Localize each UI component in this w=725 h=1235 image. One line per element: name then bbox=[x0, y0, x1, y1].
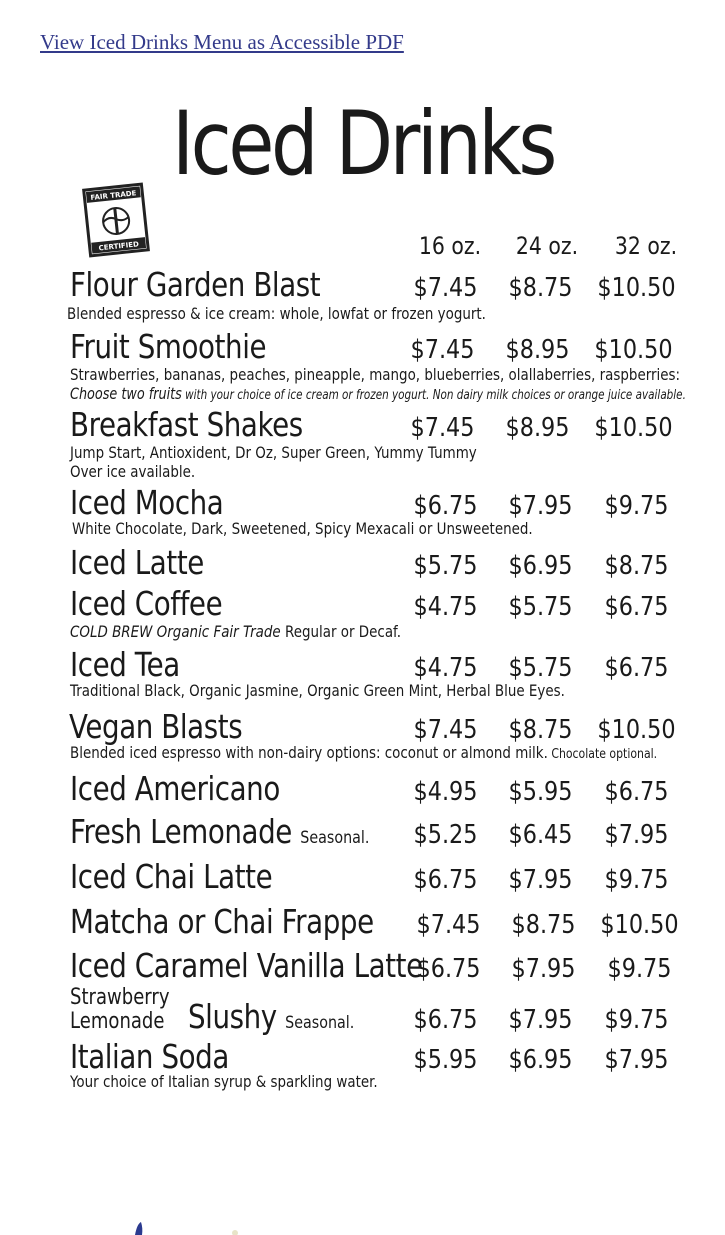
price-32oz: $10.50 bbox=[597, 715, 676, 745]
item-description: Traditional Black, Organic Jasmine, Organic Green Mint, Herbal Blue Eyes. bbox=[70, 681, 565, 700]
price-24oz: $8.95 bbox=[505, 335, 570, 365]
price-16oz: $4.75 bbox=[413, 592, 478, 622]
price-24oz: $8.75 bbox=[511, 910, 576, 940]
item-description: Strawberries, bananas, peaches, pineapple, mango, blueberries, olallaberries, raspberries: bbox=[70, 365, 681, 384]
fresh-lemonade-name: Fresh Lemonade bbox=[70, 812, 292, 851]
price-32oz: $9.75 bbox=[604, 865, 669, 895]
choose-two-fruits-text: Choose two fruits bbox=[70, 384, 182, 403]
price-24oz: $7.95 bbox=[508, 1005, 573, 1035]
size-header-16oz: 16 oz. bbox=[418, 232, 482, 260]
chocolate-optional-text: Chocolate optional. bbox=[547, 747, 658, 762]
price-32oz: $8.75 bbox=[604, 551, 669, 581]
price-32oz: $9.75 bbox=[604, 491, 669, 521]
seasonal-note: Seasonal. bbox=[285, 1013, 355, 1033]
price-32oz: $6.75 bbox=[604, 653, 669, 683]
price-16oz: $7.45 bbox=[416, 910, 481, 940]
price-16oz: $5.25 bbox=[413, 820, 478, 850]
item-name bbox=[188, 997, 355, 1036]
item-description bbox=[70, 743, 657, 764]
item-name: Iced Chai Latte bbox=[70, 857, 273, 896]
item-description: Jump Start, Antioxident, Dr Oz, Super Green, Yummy Tummy bbox=[70, 443, 477, 462]
item-description-line2 bbox=[70, 384, 686, 405]
badge-line2: CERTIFIED bbox=[98, 240, 140, 253]
price-32oz: $10.50 bbox=[597, 273, 676, 303]
menu-title: Iced Drinks bbox=[172, 92, 554, 195]
price-16oz: $5.95 bbox=[413, 1045, 478, 1075]
size-header-32oz: 32 oz. bbox=[614, 232, 678, 260]
item-name: Matcha or Chai Frappe bbox=[70, 902, 374, 941]
price-16oz: $6.75 bbox=[413, 865, 478, 895]
item-name: Iced Caramel Vanilla Latte bbox=[70, 946, 423, 985]
price-32oz: $10.50 bbox=[600, 910, 679, 940]
price-16oz: $4.95 bbox=[413, 777, 478, 807]
price-24oz: $7.95 bbox=[508, 865, 573, 895]
item-name bbox=[70, 812, 370, 851]
item-name: Flour Garden Blast bbox=[70, 265, 321, 304]
strawberry-word: Strawberry bbox=[70, 985, 170, 1010]
item-name: Iced Americano bbox=[70, 769, 280, 808]
price-16oz: $4.75 bbox=[413, 653, 478, 683]
price-16oz: $7.45 bbox=[410, 413, 475, 443]
lemonade-word: Lemonade bbox=[70, 1009, 165, 1034]
price-16oz: $6.75 bbox=[413, 491, 478, 521]
price-32oz: $9.75 bbox=[604, 1005, 669, 1035]
item-name: Vegan Blasts bbox=[69, 707, 243, 746]
price-32oz: $7.95 bbox=[604, 820, 669, 850]
price-32oz: $9.75 bbox=[607, 954, 672, 984]
fair-trade-certified-icon bbox=[82, 182, 151, 258]
price-24oz: $8.75 bbox=[508, 273, 573, 303]
item-name: Iced Tea bbox=[70, 645, 180, 684]
vegan-options-text: Blended iced espresso with non-dairy options: coconut or almond milk. bbox=[70, 743, 548, 762]
price-24oz: $6.95 bbox=[508, 551, 573, 581]
price-32oz: $7.95 bbox=[604, 1045, 669, 1075]
price-32oz: $6.75 bbox=[604, 777, 669, 807]
accessible-pdf-link[interactable]: View Iced Drinks Menu as Accessible PDF bbox=[40, 30, 404, 54]
price-24oz: $7.95 bbox=[511, 954, 576, 984]
price-32oz: $6.75 bbox=[604, 592, 669, 622]
price-32oz: $10.50 bbox=[594, 413, 673, 443]
price-24oz: $8.95 bbox=[505, 413, 570, 443]
size-header-24oz: 24 oz. bbox=[515, 232, 579, 260]
item-name: Iced Coffee bbox=[70, 584, 223, 623]
price-24oz: $8.75 bbox=[508, 715, 573, 745]
price-16oz: $7.45 bbox=[410, 335, 475, 365]
item-name: Breakfast Shakes bbox=[70, 405, 303, 444]
price-24oz: $6.45 bbox=[508, 820, 573, 850]
regular-decaf-text: Regular or Decaf. bbox=[280, 622, 402, 641]
price-16oz: $6.75 bbox=[413, 1005, 478, 1035]
price-16oz: $5.75 bbox=[413, 551, 478, 581]
item-name-prefix bbox=[70, 986, 170, 1034]
slushy-name: Slushy bbox=[188, 997, 277, 1036]
item-description-line2: Over ice available. bbox=[70, 462, 196, 481]
item-name: Iced Latte bbox=[70, 543, 204, 582]
price-16oz: $7.45 bbox=[413, 715, 478, 745]
price-32oz: $10.50 bbox=[594, 335, 673, 365]
price-24oz: $5.95 bbox=[508, 777, 573, 807]
item-description: Blended espresso & ice cream: whole, lowfat or frozen yogurt. bbox=[67, 304, 486, 323]
price-24oz: $5.75 bbox=[508, 592, 573, 622]
item-name: Iced Mocha bbox=[70, 483, 224, 522]
badge-line1: FAIR TRADE bbox=[90, 189, 137, 203]
price-16oz: $7.45 bbox=[413, 273, 478, 303]
cold-brew-text: COLD BREW Organic Fair Trade bbox=[70, 622, 281, 641]
item-description bbox=[70, 622, 401, 641]
item-name: Fruit Smoothie bbox=[70, 327, 267, 366]
seasonal-note: Seasonal. bbox=[300, 828, 370, 848]
smoothie-options-text: with your choice of ice cream or frozen yogurt. Non dairy milk choices or orange juice available. bbox=[181, 388, 686, 403]
item-name: Italian Soda bbox=[70, 1037, 229, 1076]
price-24oz: $5.75 bbox=[508, 653, 573, 683]
item-description: Your choice of Italian syrup & sparkling water. bbox=[70, 1072, 378, 1091]
item-description: White Chocolate, Dark, Sweetened, Spicy Mexacali or Unsweetened. bbox=[72, 519, 533, 538]
price-16oz: $6.75 bbox=[416, 954, 481, 984]
price-24oz: $6.95 bbox=[508, 1045, 573, 1075]
price-24oz: $7.95 bbox=[508, 491, 573, 521]
footer-logo-icon bbox=[125, 1222, 275, 1235]
